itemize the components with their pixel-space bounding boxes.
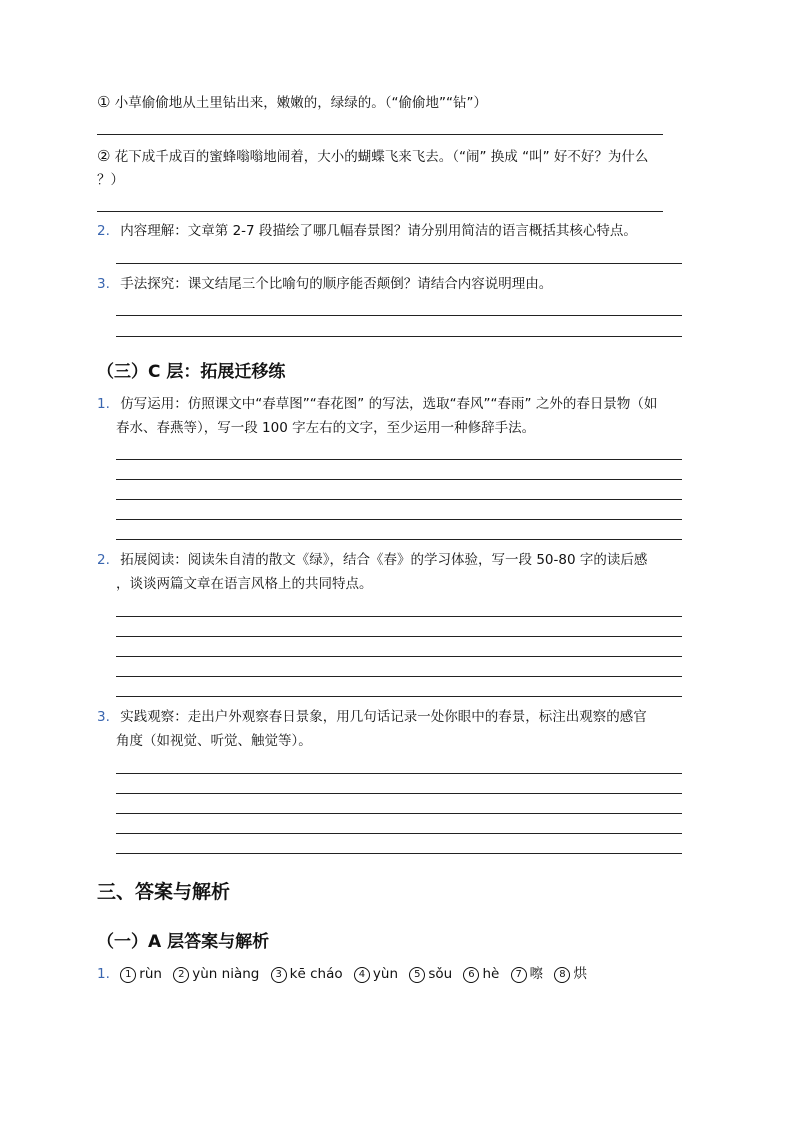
- question-number: 3.: [97, 709, 110, 725]
- question-text: 拓展阅读：阅读朱自清的散文《绿》，结合《春》的学习体验，写一段 50-80 字的读后感: [120, 552, 648, 568]
- answer-text: yùn: [372, 966, 399, 982]
- answer-line: [116, 636, 682, 637]
- answer-item: [173, 966, 259, 982]
- answer-item: [554, 966, 587, 982]
- answer-text: 嚓: [529, 966, 544, 982]
- question-2: [97, 222, 637, 240]
- answer-line: [116, 793, 682, 794]
- section-c-question-1: [97, 395, 657, 413]
- answer-text: kē cháo: [289, 966, 343, 982]
- circled-marker: ①: [97, 93, 111, 111]
- answer-line: [116, 853, 682, 854]
- circled-number: 7: [511, 967, 527, 983]
- answer-item: [463, 966, 499, 982]
- question-number: 2.: [97, 223, 110, 239]
- question-1-sub-2-continued: [97, 171, 124, 189]
- circled-marker: ②: [97, 147, 111, 165]
- question-text: 春水、春燕等），写一段 100 字左右的文字，至少运用一种修辞手法。: [116, 420, 536, 436]
- answer-line: [116, 336, 682, 337]
- section-c-question-2-continued: [116, 575, 373, 593]
- answer-line: [116, 773, 682, 774]
- answer-line: [116, 696, 682, 697]
- answer-line: [97, 134, 663, 135]
- section-c-question-1-continued: [116, 419, 535, 437]
- question-text: 手法探究：课文结尾三个比喻句的顺序能否颠倒？请结合内容说明理由。: [120, 276, 553, 292]
- question-text: 角度（如视觉、听觉、触觉等）。: [116, 733, 312, 749]
- question-1-sub-2: [97, 147, 648, 166]
- circled-number: 2: [173, 967, 189, 983]
- answer-line: [116, 616, 682, 617]
- circled-number: 6: [463, 967, 479, 983]
- question-text: 内容理解：文章第 2-7 段描绘了哪几幅春景图？请分别用简洁的语言概括其核心特点。: [120, 223, 637, 239]
- answer-text: yùn niàng: [192, 966, 260, 982]
- circled-number: 8: [554, 967, 570, 983]
- circled-number: 5: [409, 967, 425, 983]
- answer-item: [409, 966, 452, 982]
- question-3: [97, 275, 552, 293]
- section-c-heading: （三）C 层：拓展迁移练: [97, 362, 286, 382]
- answer-line: [116, 813, 682, 814]
- section-c-question-2: [97, 551, 647, 569]
- answer-item: [511, 966, 544, 982]
- section-c-question-3: [97, 708, 647, 726]
- answer-text: sǒu: [428, 966, 453, 982]
- section-c-question-3-continued: [116, 732, 312, 750]
- question-text: 花下成千成百的蜜蜂嗡嗡地闹着，大小的蝴蝶飞来飞去。（“闹” 换成 “叫” 好不好？为什么: [114, 149, 649, 165]
- answer-item: [120, 966, 162, 982]
- circled-number: 3: [271, 967, 287, 983]
- answer-line: [116, 459, 682, 460]
- answers-heading: 三、答案与解析: [97, 881, 231, 903]
- answer-item: [354, 966, 398, 982]
- answer-text: hè: [482, 966, 500, 982]
- answer-line: [97, 211, 663, 212]
- answer-text: rùn: [139, 966, 162, 982]
- answer-line: [116, 499, 682, 500]
- question-number: 2.: [97, 552, 110, 568]
- question-number: 1.: [97, 396, 110, 412]
- answer-item: [271, 966, 343, 982]
- question-1-sub-1: [97, 93, 487, 112]
- question-text: 仿写运用：仿照课文中“春草图”“春花图” 的写法，选取“春风”“春雨” 之外的春日景物（如: [120, 396, 658, 412]
- answer-line: [116, 656, 682, 657]
- circled-number: 4: [354, 967, 370, 983]
- circled-number: 1: [120, 967, 136, 983]
- answer-line: [116, 519, 682, 520]
- question-text: ，谈谈两篇文章在语言风格上的共同特点。: [116, 576, 373, 592]
- answers-a-heading: （一）A 层答案与解析: [97, 932, 270, 952]
- question-number: 3.: [97, 276, 110, 292]
- answer-text: 烘: [573, 966, 587, 982]
- answer-line: [116, 539, 682, 540]
- answer-line: [116, 479, 682, 480]
- answer-line: [116, 833, 682, 834]
- answer-line: [116, 263, 682, 264]
- answer-line: [116, 676, 682, 677]
- answer-line: [116, 315, 682, 316]
- question-text: 小草偷偷地从土里钻出来，嫩嫩的，绿绿的。（“偷偷地”“钻”）: [114, 95, 487, 111]
- question-text: 实践观察：走出户外观察春日景象，用几句话记录一处你眼中的春景，标注出观察的感官: [120, 709, 647, 725]
- question-text: ？）: [97, 172, 124, 188]
- question-number: 1.: [97, 966, 110, 982]
- answer-1: [97, 965, 594, 983]
